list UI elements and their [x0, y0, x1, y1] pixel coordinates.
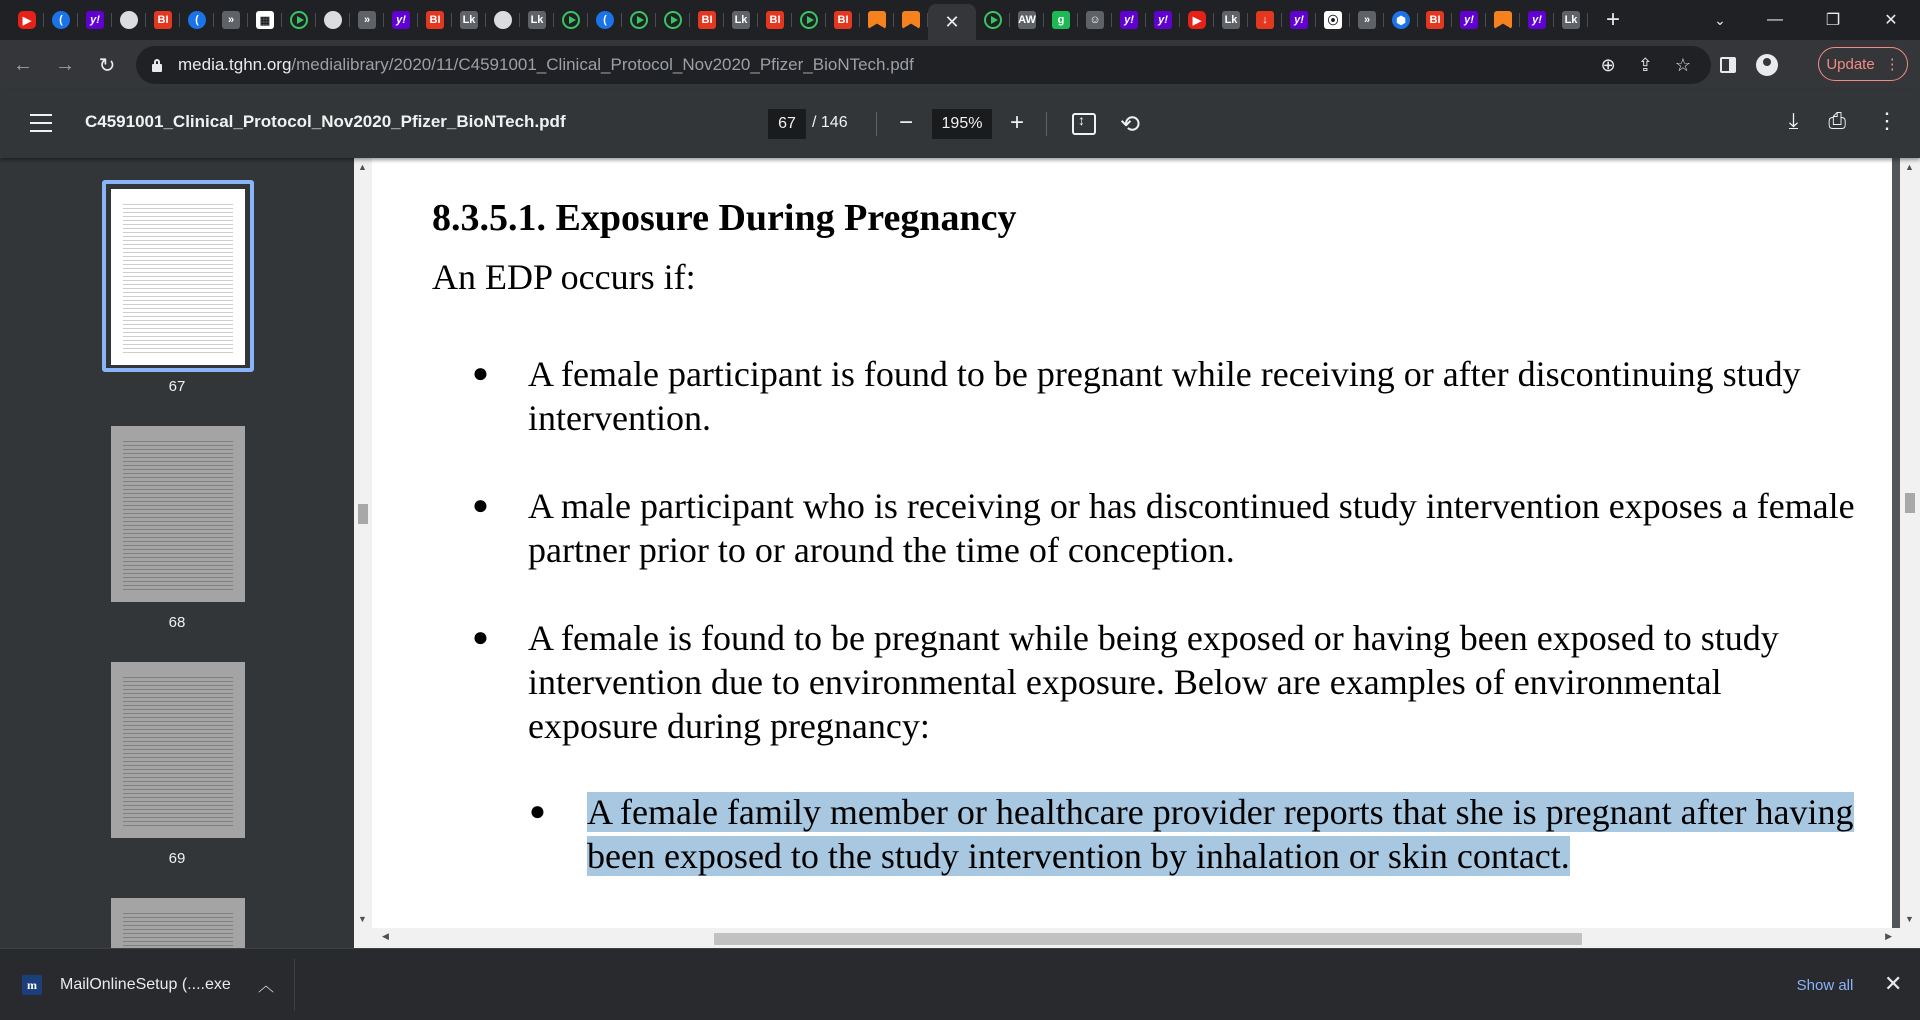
browser-tab[interactable] [1384, 3, 1418, 37]
play-icon [800, 11, 818, 29]
horizontal-scroll-thumb[interactable] [714, 933, 1582, 945]
blue-swirl-icon: ( [188, 11, 206, 29]
white-icon: ⦿ [1324, 11, 1342, 29]
thumbnail-page-69[interactable] [111, 662, 245, 838]
blue-icon: ⬢ [1392, 11, 1410, 29]
section-heading: 8.3.5.1. Exposure During Pregnancy [432, 197, 1017, 239]
thumbnail-page-68[interactable] [111, 426, 245, 602]
tab-list-after [976, 0, 1588, 40]
bookmark-icon [1494, 11, 1512, 29]
bi-icon: BI [1426, 11, 1444, 29]
scroll-down-icon[interactable]: ▼ [1905, 914, 1914, 924]
browser-tab[interactable] [976, 3, 1010, 37]
browser-tab[interactable] [180, 3, 214, 37]
address-bar[interactable] [136, 46, 1711, 84]
yahoo-icon: y! [86, 11, 104, 29]
minimize-button[interactable]: — [1767, 11, 1783, 28]
bi-icon: BI [426, 11, 444, 29]
bullet-icon: ● [529, 796, 546, 827]
thumbnail-label: 68 [168, 614, 186, 631]
yahoo-icon: y! [1120, 11, 1138, 29]
browser-tab[interactable] [1214, 3, 1248, 37]
bi-icon: ↓ [1256, 11, 1274, 29]
browser-tab[interactable] [350, 3, 384, 37]
zoom-out-button[interactable]: − [898, 109, 913, 136]
reload-button[interactable]: ↻ [98, 54, 116, 77]
browser-tab[interactable] [690, 3, 724, 37]
show-all-button[interactable]: Show all [1796, 976, 1854, 994]
active-tab[interactable] [928, 4, 976, 40]
scroll-up-icon[interactable]: ▲ [358, 162, 367, 172]
browser-tab[interactable] [792, 3, 826, 37]
list-item-text: A female participant is found to be pregnant while receiving or after discontinuing study intervention. [528, 354, 1801, 438]
mailonline-icon: m [22, 975, 42, 995]
pdf-toolbar [0, 90, 1920, 158]
scroll-down-icon[interactable]: ▼ [358, 914, 367, 924]
thumbnail-sidebar [0, 158, 354, 948]
zoom-level-input[interactable]: 195% [932, 109, 992, 139]
document-viewport[interactable] [354, 158, 1920, 948]
window-controls [1746, 0, 1920, 40]
pdf-title: C4591001_Clinical_Protocol_Nov2020_Pfizer_BioNTech.pdf [85, 112, 566, 131]
play-icon [630, 11, 648, 29]
gray-icon: Lk [1562, 11, 1580, 29]
bi-icon: BI [766, 11, 784, 29]
update-button[interactable] [1818, 47, 1908, 81]
grid-icon: ▦ [256, 11, 274, 29]
side-panel-icon[interactable] [1720, 57, 1736, 73]
browser-tab[interactable] [826, 3, 860, 37]
download-icon[interactable]: ⤓ [1788, 108, 1799, 133]
vertical-scroll-thumb[interactable] [1905, 493, 1915, 513]
download-filename: MailOnlineSetup (....exe [60, 976, 231, 993]
horizontal-scrollbar[interactable] [354, 928, 1920, 948]
toolbar-divider [876, 112, 877, 136]
bullet-icon: ● [472, 358, 489, 389]
scroll-right-icon[interactable]: ▶ [1885, 931, 1892, 941]
play-icon [664, 11, 682, 29]
gray-icon: AW [1018, 11, 1036, 29]
zoom-icon[interactable]: ⊕ [1600, 54, 1616, 75]
download-divider [294, 959, 295, 1011]
pdf-actions [1789, 108, 1898, 134]
menu-icon[interactable] [30, 114, 52, 132]
profile-avatar[interactable] [1756, 54, 1778, 76]
thumbnail-page-67[interactable] [111, 189, 245, 365]
browser-tab[interactable] [1554, 3, 1588, 37]
update-label: Update [1826, 55, 1875, 73]
browser-tab[interactable] [588, 3, 622, 37]
vertical-scrollbar[interactable] [1900, 158, 1920, 928]
gray-icon: Lk [528, 11, 546, 29]
browser-tab[interactable] [860, 3, 894, 37]
browser-tab[interactable] [1282, 3, 1316, 37]
browser-tab[interactable] [622, 3, 656, 37]
print-icon[interactable]: ⎙ [1828, 108, 1846, 133]
browser-tab[interactable] [656, 3, 690, 37]
intro-text: An EDP occurs if: [432, 257, 696, 297]
scroll-handle[interactable] [358, 504, 368, 524]
thumbnail-page-70[interactable] [111, 898, 245, 948]
gray-icon: Lk [732, 11, 750, 29]
blue-swirl-icon: ( [52, 11, 70, 29]
url-host: media.tghn.org [178, 55, 292, 74]
scroll-up-icon[interactable]: ▲ [1905, 162, 1914, 172]
bullet-icon: ● [472, 490, 489, 521]
arrow-icon: » [222, 11, 240, 29]
bookmark-icon [868, 11, 886, 29]
browser-tab[interactable] [724, 3, 758, 37]
more-vert-icon: ⋮ [1884, 56, 1900, 73]
gray-icon: Lk [1222, 11, 1240, 29]
browser-tab[interactable] [1180, 3, 1214, 37]
browser-tab[interactable] [1010, 3, 1044, 37]
browser-tab[interactable] [758, 3, 792, 37]
zoom-in-button[interactable]: + [1009, 109, 1024, 136]
close-tab-icon[interactable]: ✕ [944, 11, 960, 32]
browser-tab[interactable] [10, 3, 44, 37]
browser-tab[interactable] [44, 3, 78, 37]
rotate-icon[interactable]: ⟲ [1119, 110, 1141, 138]
toolbar-right-icons [1720, 46, 1778, 84]
thumbnail-label: 69 [168, 850, 186, 867]
omnibox-actions [1601, 46, 1691, 84]
globe-icon [494, 11, 512, 29]
browser-tab[interactable] [384, 3, 418, 37]
new-tab-button[interactable]: + [1605, 6, 1620, 33]
yahoo-icon: y! [1154, 11, 1172, 29]
toolbar-divider [1046, 112, 1047, 136]
browser-tab[interactable] [1418, 3, 1452, 37]
browser-tab[interactable] [316, 3, 350, 37]
blue-swirl-icon: ( [596, 11, 614, 29]
yahoo-icon: y! [1290, 11, 1308, 29]
arrow-icon: » [1358, 11, 1376, 29]
restore-button[interactable]: ❐ [1825, 12, 1841, 29]
bookmark-icon [902, 11, 920, 29]
yahoo-icon: y! [1528, 11, 1546, 29]
fit-to-page-icon[interactable] [1072, 113, 1096, 135]
browser-tab[interactable] [486, 3, 520, 37]
download-item[interactable] [22, 965, 294, 1005]
browser-tab[interactable] [1350, 3, 1384, 37]
browser-tab[interactable] [554, 3, 588, 37]
browser-tab[interactable] [1044, 3, 1078, 37]
back-button[interactable]: ← [13, 53, 33, 76]
close-download-bar-icon[interactable]: ✕ [1884, 971, 1903, 996]
scroll-left-icon[interactable]: ◀ [382, 931, 389, 941]
browser-tab[interactable] [452, 3, 486, 37]
pdf-page [372, 158, 1892, 928]
bookmark-star-icon[interactable]: ☆ [1674, 54, 1691, 75]
globe-icon [324, 11, 342, 29]
bullet-icon: ● [472, 622, 489, 653]
globe-icon [120, 11, 138, 29]
browser-tab[interactable] [1486, 3, 1520, 37]
left-scroll-strip [354, 158, 372, 928]
list-item-text: A male participant who is receiving or has discontinued study intervention exposes a female partner prior to or around the time of conception. [528, 486, 1855, 570]
forward-button[interactable]: → [55, 53, 75, 76]
list-item [472, 484, 1858, 572]
browser-tab[interactable] [282, 3, 316, 37]
browser-tab[interactable] [520, 3, 554, 37]
browser-tab[interactable] [1452, 3, 1486, 37]
list-item [472, 352, 1858, 440]
browser-tab[interactable] [1146, 3, 1180, 37]
sub-list-item [529, 790, 1887, 878]
tab-search-icon[interactable]: ⌄ [1714, 11, 1726, 28]
close-window-button[interactable]: ✕ [1884, 12, 1898, 29]
play-icon [984, 11, 1002, 29]
download-bar [0, 948, 1920, 1020]
list-item [472, 616, 1828, 748]
browser-tab[interactable] [112, 3, 146, 37]
page-total: / 146 [812, 114, 848, 131]
yahoo-icon: y! [1460, 11, 1478, 29]
gray-icon: Lk [460, 11, 478, 29]
bi-icon: BI [834, 11, 852, 29]
play-icon [562, 11, 580, 29]
thumbnail-label: 67 [168, 378, 186, 395]
chevron-up-icon[interactable]: ︿ [258, 978, 275, 995]
browser-tab[interactable] [418, 3, 452, 37]
tab-strip [0, 0, 1920, 40]
bi-icon: BI [154, 11, 172, 29]
youtube-icon: ▶ [18, 11, 36, 29]
browser-tab[interactable] [78, 3, 112, 37]
bi-icon: BI [698, 11, 716, 29]
browser-tab[interactable] [146, 3, 180, 37]
tab-list [0, 0, 928, 40]
gray-icon: ☺ [1086, 11, 1104, 29]
browser-tab[interactable] [1078, 3, 1112, 37]
browser-tab[interactable] [1520, 3, 1554, 37]
list-item-text: A female is found to be pregnant while being exposed or having been exposed to study intervention due to environmental exposure. Below are examples of environmental exposure during pregnancy: [528, 618, 1779, 746]
play-icon [290, 11, 308, 29]
browser-tab[interactable] [1112, 3, 1146, 37]
lock-icon[interactable] [150, 58, 164, 72]
arrow-icon: » [358, 11, 376, 29]
yahoo-icon: y! [392, 11, 410, 29]
url-path: /medialibrary/2020/11/C4591001_Clinical_Protocol_Nov2020_Pfizer_BioNTech.pdf [291, 55, 914, 74]
browser-tab[interactable] [214, 3, 248, 37]
more-options-icon[interactable]: ⋮ [1876, 108, 1898, 133]
browser-tab[interactable] [1316, 3, 1350, 37]
share-icon[interactable]: ⇪ [1637, 54, 1653, 75]
green-icon: g [1052, 11, 1070, 29]
url-text[interactable] [178, 55, 914, 75]
browser-toolbar [0, 40, 1920, 90]
highlighted-text[interactable]: A female family member or healthcare provider reports that she is pregnant after having been exposed to the study intervention by inhalation or skin contact. [587, 792, 1854, 876]
browser-tab[interactable] [894, 3, 928, 37]
youtube-icon: ▶ [1188, 11, 1206, 29]
browser-tab[interactable] [248, 3, 282, 37]
page-number-input[interactable]: 67 [768, 109, 806, 139]
browser-tab[interactable] [1248, 3, 1282, 37]
